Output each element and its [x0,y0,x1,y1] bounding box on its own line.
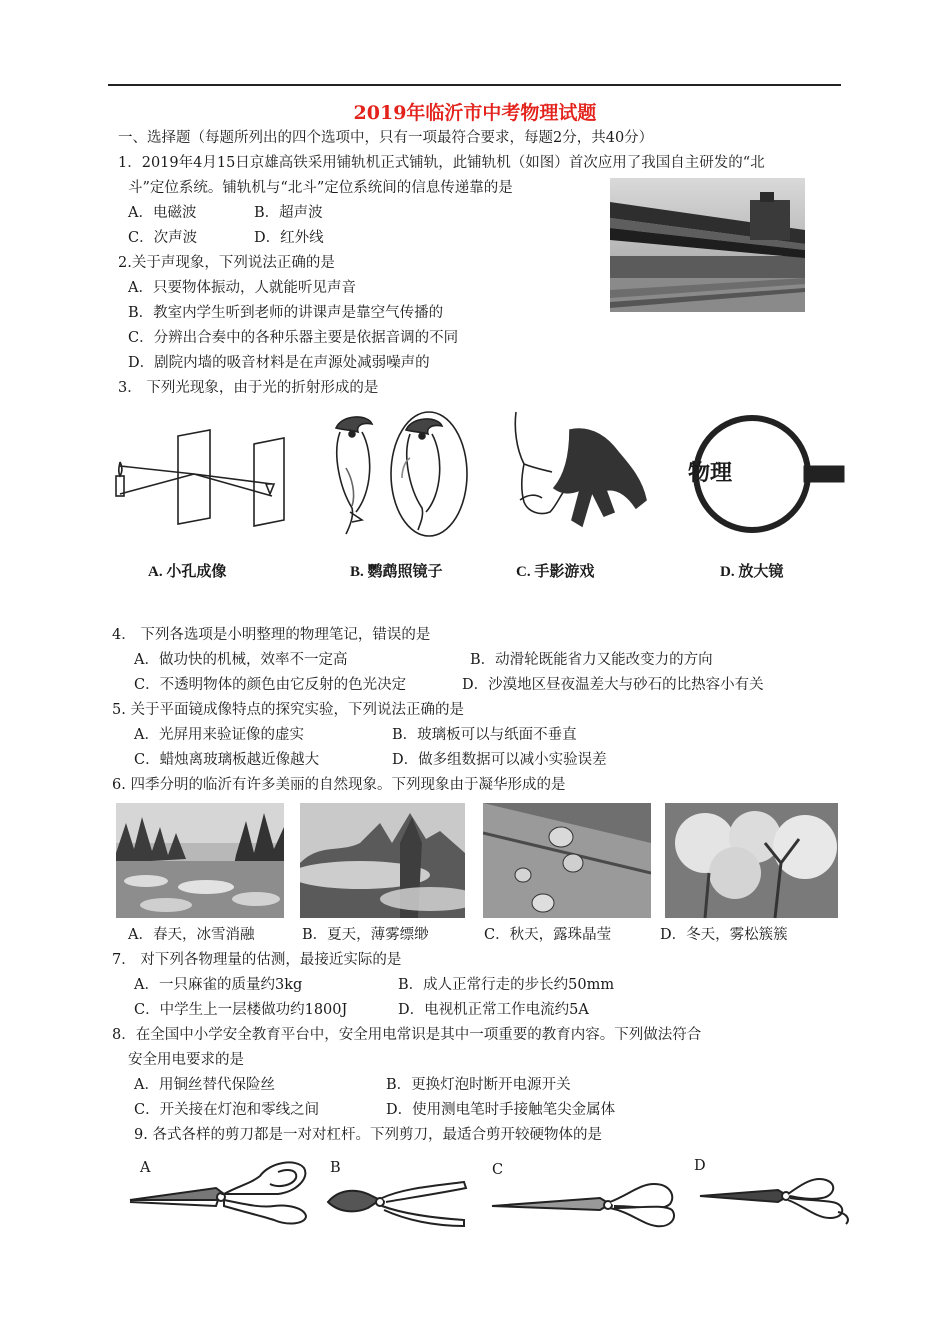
q7-option-b: B．成人正常行走的步长约50mm [398,977,615,993]
magnifier-text-wu: 物理 [688,461,733,486]
q4-stem: 4． 下列各选项是小明整理的物理笔记，错误的是 [112,627,431,643]
q3-option-b: B. 鹦鹉照镜子 [350,564,443,580]
q5-option-b: B．玻璃板可以与纸面不垂直 [392,727,577,743]
q8-option-c: C．开关接在灯泡和零线之间 [134,1102,320,1118]
q4-option-d: D．沙漠地区昼夜温差大与砂石的比热容小有关 [462,677,764,693]
section-heading: 一、选择题（每题所列出的四个选项中，只有一项最符合要求，每题2分，共40分） [118,130,654,146]
pinhole-imaging-figure [112,428,302,533]
q7-stem: 7． 对下列各物理量的估测，最接近实际的是 [112,952,402,968]
q6-stem: 6. 四季分明的临沂有许多美丽的自然现象。下列现象由于凝华形成的是 [112,777,566,793]
q2-option-c: C．分辨出合奏中的各种乐器主要是依据音调的不同 [128,330,459,346]
scissors-c-figure [490,1176,680,1236]
q5-option-a: A．光屏用来验证像的虚实 [134,727,304,743]
rime-trees-photo [665,803,838,918]
q6-option-a: A．春天，冰雪消融 [128,927,255,943]
q8-option-d: D．使用测电笔时手接触笔尖金属体 [386,1102,616,1118]
q5-option-d: D．做多组数据可以减小实验误差 [392,752,607,768]
track-laying-machine-photo [610,178,805,312]
top-rule [108,84,841,86]
parrot-mirror-figure [322,408,472,538]
q4-option-b: B．动滑轮既能省力又能改变力的方向 [470,652,713,668]
q9-label-c: C [492,1162,504,1178]
scissors-d-figure [698,1172,858,1232]
q6-option-c: C．秋天，露珠晶莹 [484,927,612,943]
q1-option-c: C．次声波 [128,230,198,246]
q6-option-d: D．冬天，雾松簇簇 [660,927,788,943]
scissors-b-figure [324,1172,474,1232]
q9-label-b: B [330,1160,341,1176]
q2-stem: 2.关于声现象，下列说法正确的是 [118,255,335,271]
q3-stem: 3． 下列光现象，由于光的折射形成的是 [118,380,379,396]
q8-option-a: A．用铜丝替代保险丝 [134,1077,275,1093]
thin-fog-photo [300,803,465,918]
q7-option-d: D．电视机正常工作电流约5A [398,1002,589,1018]
q2-option-b: B．教室内学生听到老师的讲课声是靠空气传播的 [128,305,444,321]
q2-option-d: D．剧院内墙的吸音材料是在声源处减弱噪声的 [128,355,430,371]
q5-stem: 5. 关于平面镜成像特点的探究实验，下列说法正确的是 [112,702,464,718]
q4-option-c: C．不透明物体的颜色由它反射的色光决定 [134,677,407,693]
q9-label-a: A [140,1160,151,1176]
q1-option-d: D．红外线 [254,230,324,246]
q4-option-a: A．做功快的机械，效率不一定高 [134,652,348,668]
melting-snow-photo [116,803,284,918]
q8-stem-line1: 8．在全国中小学安全教育平台中，安全用电常识是其中一项重要的教育内容。下列做法符合 [112,1027,702,1043]
q6-option-b: B．夏天，薄雾缥缈 [302,927,429,943]
q8-option-b: B．更换灯泡时断开电源开关 [386,1077,571,1093]
page-title: 2019年临沂市中考物理试题 [353,102,597,124]
q1-option-b: B．超声波 [254,205,323,221]
q5-option-c: C．蜡烛离玻璃板越近像越大 [134,752,320,768]
q1-stem-line2: 斗”定位系统。铺轨机与“北斗”定位系统间的信息传递靠的是 [128,180,513,196]
q2-option-a: A．只要物体振动，人就能听见声音 [128,280,356,296]
scissors-a-figure [128,1150,313,1230]
q9-label-d: D [694,1158,706,1174]
dewdrops-photo [483,803,651,918]
q9-stem: 9. 各式各样的剪刀都是一对对杠杆。下列剪刀，最适合剪开较硬物体的是 [134,1127,602,1143]
q3-option-d: D. 放大镜 [720,564,784,580]
q1-stem-line1: 1．2019年4月15日京雄高铁采用铺轨机正式铺轨，此铺轨机（如图）首次应用了我国自主研发的“北 [118,155,765,171]
hand-shadow-figure [510,408,650,538]
q8-stem-line2: 安全用电要求的是 [128,1052,244,1068]
q1-option-a: A．电磁波 [128,205,197,221]
q7-option-a: A．一只麻雀的质量约3kg [134,977,303,993]
q3-option-c: C. 手影游戏 [516,564,595,580]
q7-option-c: C．中学生上一层楼做功约1800J [134,1002,348,1018]
q3-option-a: A. 小孔成像 [148,564,227,580]
